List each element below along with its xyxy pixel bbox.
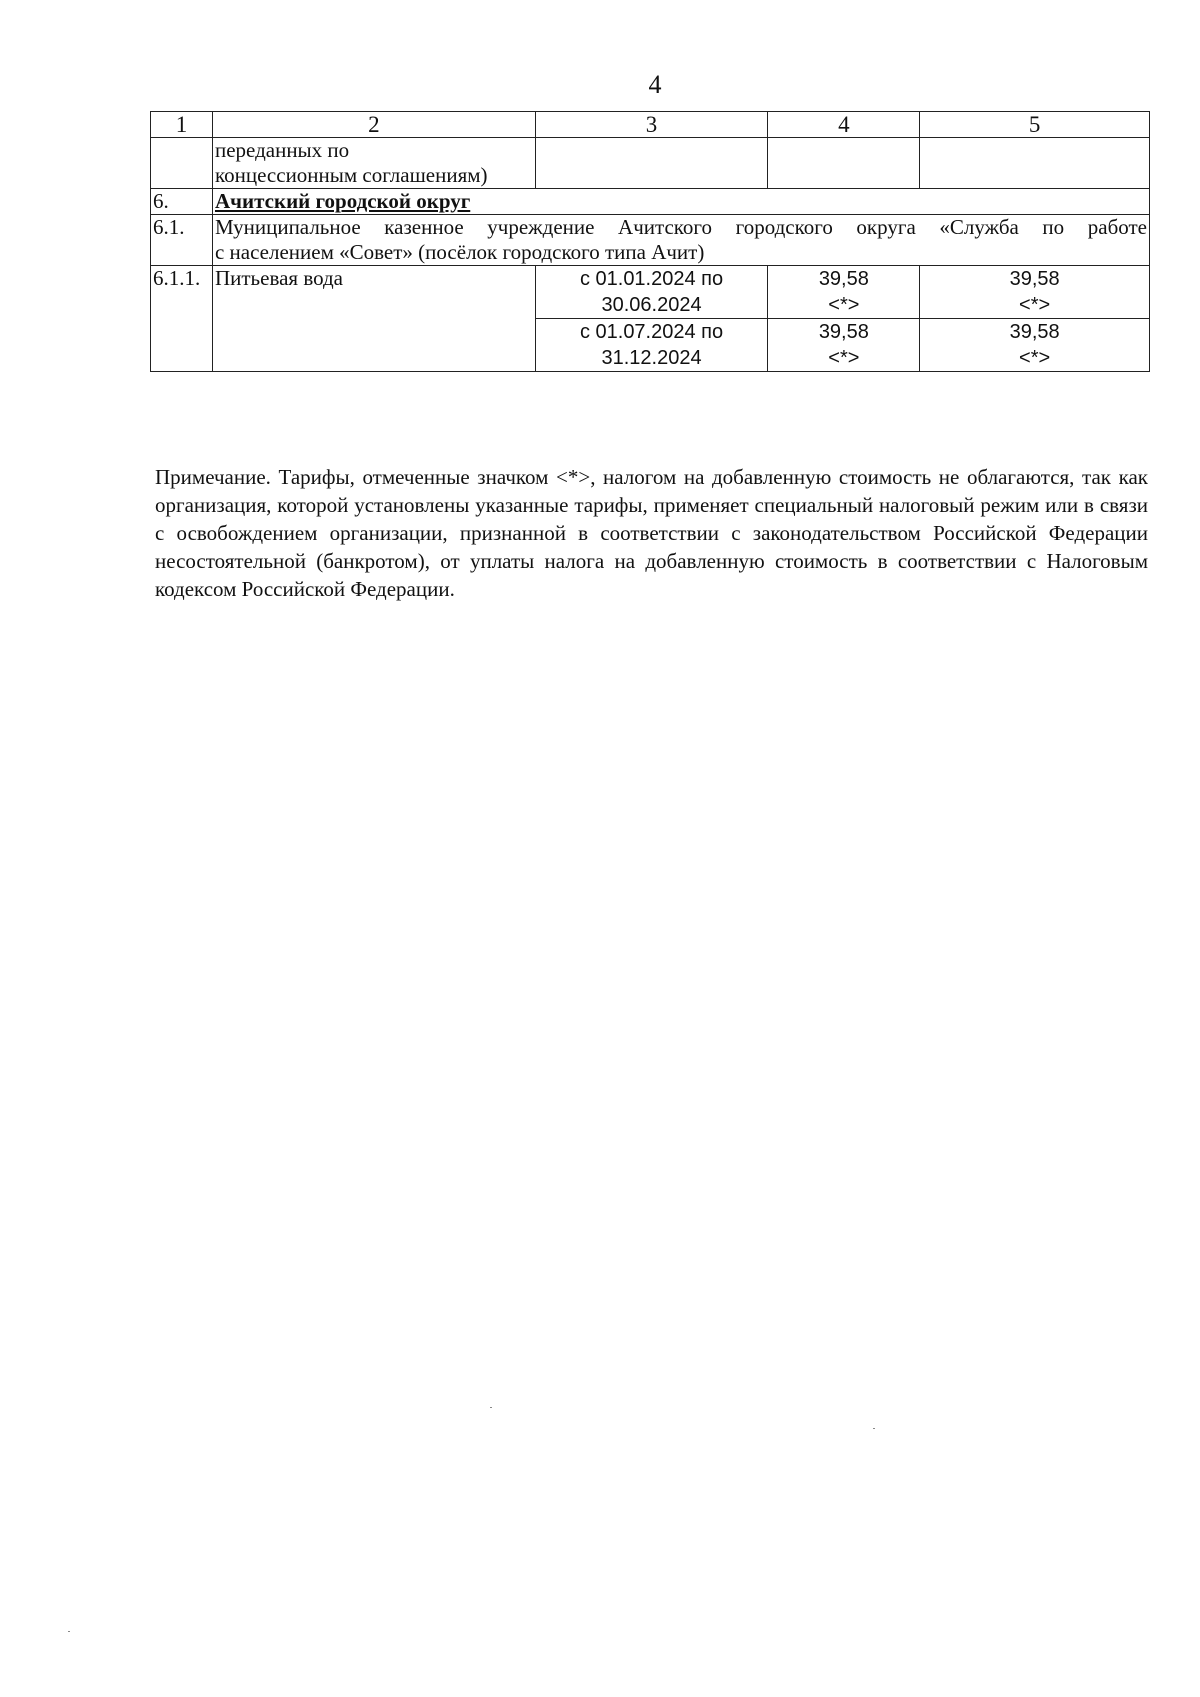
header-cell: 5	[920, 112, 1150, 138]
org-name-line: с населением «Совет» (посёлок городского типа Ачит)	[214, 240, 705, 264]
tariff-value: 39,58	[818, 321, 869, 343]
tariff-cell-col4	[768, 266, 920, 319]
continuation-cell	[212, 138, 535, 189]
continuation-line: переданных по	[214, 138, 350, 162]
page-number: 4	[648, 70, 662, 99]
scan-speck	[490, 1407, 492, 1408]
tariff-cell-col5	[920, 319, 1150, 372]
period-from: с 01.01.2024 по	[579, 268, 724, 290]
tariff-mark: <*>	[828, 294, 860, 316]
table-cell	[920, 138, 1150, 189]
section-title	[212, 189, 1149, 215]
section-title-text: Ачитский городской округ	[214, 189, 471, 213]
scan-speck	[873, 1428, 875, 1429]
period-to: 31.12.2024	[601, 347, 702, 369]
period-from: с 01.07.2024 по	[579, 321, 724, 343]
table-row-section	[151, 189, 1150, 215]
section-number: 6.	[151, 189, 213, 215]
item-name: Питьевая вода	[212, 266, 535, 372]
table-cell	[151, 138, 213, 189]
header-cell: 2	[212, 112, 535, 138]
tariff-mark: <*>	[1019, 347, 1051, 369]
table-cell	[535, 138, 768, 189]
period-cell	[535, 266, 768, 319]
footnote: Примечание. Тарифы, отмеченные значком <*>, налогом на добавленную стоимость не облагаются, так как организация, которой установлены указанные тарифы, применяет специальный налоговый режим или в связи с освобождением организации, признанной в соответствии с законодательством Российской Федерации несостоятельной (банкротом), от уплаты налога на добавленную стоимость в соответствии с Налоговым кодексом Российской Федерации.	[155, 465, 1148, 601]
tariff-cell-col5	[920, 266, 1150, 319]
period-to: 30.06.2024	[601, 294, 702, 316]
tariff-mark: <*>	[828, 347, 860, 369]
org-name	[212, 215, 1149, 266]
tariff-cell-col4	[768, 319, 920, 372]
table-header-row	[151, 112, 1150, 138]
header-cell: 4	[768, 112, 920, 138]
table-row-organization	[151, 215, 1150, 266]
header-cell: 3	[535, 112, 768, 138]
scan-speck	[68, 1631, 70, 1632]
header-cell: 1	[151, 112, 213, 138]
table-row-continuation	[151, 138, 1150, 189]
table-cell	[768, 138, 920, 189]
org-name-line: Муниципальное казенное учреждение Ачитского городского округа «Служба по работе	[214, 215, 1147, 239]
tariff-value: 39,58	[1009, 321, 1060, 343]
continuation-line: концессионным соглашениям)	[214, 163, 488, 187]
org-number: 6.1.	[151, 215, 213, 266]
tariff-table	[150, 111, 1150, 372]
table-row-item	[151, 266, 1150, 319]
item-number: 6.1.1.	[151, 266, 213, 372]
tariff-value: 39,58	[818, 268, 869, 290]
period-cell	[535, 319, 768, 372]
tariff-value: 39,58	[1009, 268, 1060, 290]
tariff-mark: <*>	[1019, 294, 1051, 316]
